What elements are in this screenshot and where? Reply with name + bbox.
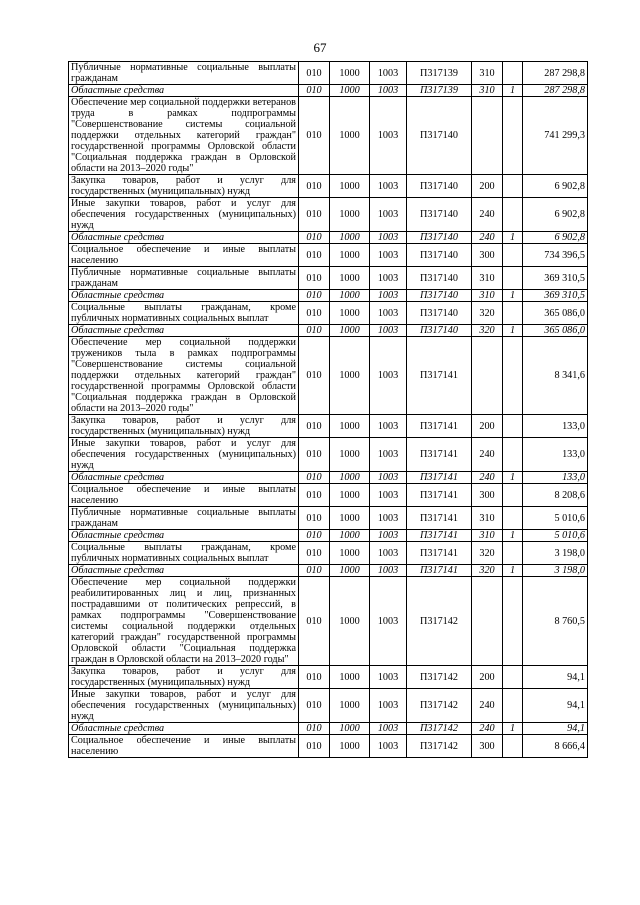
section-code: 1000	[330, 244, 370, 267]
amount: 5 010,6	[523, 507, 588, 530]
expense-type-code	[472, 337, 503, 415]
target-article-code: П317142	[407, 689, 472, 723]
funding-source-code: 1	[503, 723, 523, 735]
subsection-code: 1003	[370, 723, 407, 735]
ved-code: 010	[299, 290, 330, 302]
ved-code: 010	[299, 735, 330, 758]
funding-source-code	[503, 507, 523, 530]
target-article-code: П317142	[407, 666, 472, 689]
row-name: Областные средства	[69, 232, 299, 244]
amount: 133,0	[523, 415, 588, 438]
funding-source-code	[503, 198, 523, 232]
subsection-code: 1003	[370, 232, 407, 244]
subsection-code: 1003	[370, 175, 407, 198]
row-name: Областные средства	[69, 325, 299, 337]
target-article-code: П317141	[407, 507, 472, 530]
subsection-code: 1003	[370, 577, 407, 666]
target-article-code: П317140	[407, 290, 472, 302]
ved-code: 010	[299, 325, 330, 337]
subsection-code: 1003	[370, 290, 407, 302]
ved-code: 010	[299, 62, 330, 85]
ved-code: 010	[299, 175, 330, 198]
expense-type-code: 300	[472, 244, 503, 267]
amount: 94,1	[523, 689, 588, 723]
expense-type-code: 310	[472, 62, 503, 85]
ved-code: 010	[299, 472, 330, 484]
amount: 287 298,8	[523, 85, 588, 97]
amount: 5 010,6	[523, 530, 588, 542]
expense-type-code: 320	[472, 565, 503, 577]
row-name: Иные закупки товаров, работ и услуг для обеспечения государственных (муниципальных) нужд	[69, 689, 299, 723]
expense-type-code	[472, 577, 503, 666]
row-name: Обеспечение мер социальной поддержки тружеников тыла в рамках подпрограммы "Совершенствование системы социальной поддержки отдельных категорий граждан" государственной программы Орловской области "Социальная поддержка граждан в Орловской области на 2013–2020 годы"	[69, 337, 299, 415]
funding-source-code	[503, 175, 523, 198]
subsection-code: 1003	[370, 666, 407, 689]
amount: 741 299,3	[523, 97, 588, 175]
table-row	[69, 689, 588, 723]
funding-source-code	[503, 577, 523, 666]
subsection-code: 1003	[370, 337, 407, 415]
subsection-code: 1003	[370, 472, 407, 484]
funding-source-code: 1	[503, 530, 523, 542]
section-code: 1000	[330, 484, 370, 507]
section-code: 1000	[330, 666, 370, 689]
funding-source-code: 1	[503, 232, 523, 244]
expense-type-code: 300	[472, 735, 503, 758]
section-code: 1000	[330, 337, 370, 415]
table-row	[69, 735, 588, 758]
subsection-code: 1003	[370, 484, 407, 507]
subsection-code: 1003	[370, 507, 407, 530]
table-body	[69, 62, 588, 758]
ved-code: 010	[299, 484, 330, 507]
ved-code: 010	[299, 232, 330, 244]
regional-funds-row	[69, 290, 588, 302]
target-article-code: П317140	[407, 325, 472, 337]
subsection-code: 1003	[370, 530, 407, 542]
section-code: 1000	[330, 438, 370, 472]
target-article-code: П317141	[407, 415, 472, 438]
ved-code: 010	[299, 415, 330, 438]
section-code: 1000	[330, 415, 370, 438]
expense-type-code: 310	[472, 267, 503, 290]
row-name: Областные средства	[69, 565, 299, 577]
row-name: Закупка товаров, работ и услуг для государственных (муниципальных) нужд	[69, 666, 299, 689]
target-article-code: П317139	[407, 85, 472, 97]
expense-type-code: 310	[472, 85, 503, 97]
ved-code: 010	[299, 723, 330, 735]
table-row	[69, 507, 588, 530]
funding-source-code	[503, 62, 523, 85]
regional-funds-row	[69, 723, 588, 735]
row-name: Социальное обеспечение и иные выплаты населению	[69, 484, 299, 507]
amount: 6 902,8	[523, 175, 588, 198]
target-article-code: П317140	[407, 302, 472, 325]
target-article-code: П317142	[407, 577, 472, 666]
section-code: 1000	[330, 565, 370, 577]
funding-source-code	[503, 337, 523, 415]
row-name: Публичные нормативные социальные выплаты гражданам	[69, 267, 299, 290]
table-row	[69, 244, 588, 267]
subsection-code: 1003	[370, 415, 407, 438]
expense-type-code: 240	[472, 232, 503, 244]
ved-code: 010	[299, 530, 330, 542]
ved-code: 010	[299, 337, 330, 415]
expense-type-code: 200	[472, 415, 503, 438]
ved-code: 010	[299, 302, 330, 325]
ved-code: 010	[299, 565, 330, 577]
funding-source-code	[503, 302, 523, 325]
table-row	[69, 302, 588, 325]
target-article-code: П317141	[407, 542, 472, 565]
section-code: 1000	[330, 577, 370, 666]
section-code: 1000	[330, 62, 370, 85]
section-code: 1000	[330, 723, 370, 735]
funding-source-code: 1	[503, 565, 523, 577]
row-name: Социальные выплаты гражданам, кроме публичных нормативных социальных выплат	[69, 302, 299, 325]
target-article-code: П317140	[407, 175, 472, 198]
row-name: Областные средства	[69, 472, 299, 484]
target-article-code: П317141	[407, 484, 472, 507]
expense-type-code: 320	[472, 542, 503, 565]
expense-type-code	[472, 97, 503, 175]
ved-code: 010	[299, 438, 330, 472]
row-name: Иные закупки товаров, работ и услуг для обеспечения государственных (муниципальных) нужд	[69, 438, 299, 472]
ved-code: 010	[299, 198, 330, 232]
funding-source-code: 1	[503, 85, 523, 97]
target-article-code: П317140	[407, 267, 472, 290]
amount: 133,0	[523, 472, 588, 484]
row-name: Обеспечение мер социальной поддержки ветеранов труда в рамках подпрограммы "Совершенствование системы социальной поддержки отдельных категорий граждан" государственной программы Орловской области "Социальная поддержка граждан в Орловской области на 2013–2020 годы"	[69, 97, 299, 175]
section-code: 1000	[330, 507, 370, 530]
target-article-code: П317140	[407, 244, 472, 267]
amount: 8 341,6	[523, 337, 588, 415]
expense-type-code: 240	[472, 438, 503, 472]
section-code: 1000	[330, 97, 370, 175]
amount: 94,1	[523, 723, 588, 735]
regional-funds-row	[69, 325, 588, 337]
amount: 734 396,5	[523, 244, 588, 267]
ved-code: 010	[299, 577, 330, 666]
expense-type-code: 310	[472, 507, 503, 530]
section-code: 1000	[330, 302, 370, 325]
table-row	[69, 484, 588, 507]
expense-type-code: 240	[472, 723, 503, 735]
table-row	[69, 415, 588, 438]
row-name: Закупка товаров, работ и услуг для государственных (муниципальных) нужд	[69, 415, 299, 438]
subsection-code: 1003	[370, 325, 407, 337]
ved-code: 010	[299, 507, 330, 530]
funding-source-code	[503, 267, 523, 290]
section-code: 1000	[330, 472, 370, 484]
row-name: Социальное обеспечение и иные выплаты населению	[69, 735, 299, 758]
table-row	[69, 97, 588, 175]
ved-code: 010	[299, 267, 330, 290]
table-row	[69, 175, 588, 198]
subsection-code: 1003	[370, 735, 407, 758]
table-row	[69, 542, 588, 565]
target-article-code: П317141	[407, 530, 472, 542]
ved-code: 010	[299, 244, 330, 267]
row-name: Социальное обеспечение и иные выплаты населению	[69, 244, 299, 267]
amount: 365 086,0	[523, 302, 588, 325]
target-article-code: П317141	[407, 337, 472, 415]
subsection-code: 1003	[370, 198, 407, 232]
target-article-code: П317141	[407, 565, 472, 577]
funding-source-code	[503, 244, 523, 267]
page-number: 67	[313, 40, 327, 55]
funding-source-code	[503, 666, 523, 689]
subsection-code: 1003	[370, 267, 407, 290]
section-code: 1000	[330, 542, 370, 565]
target-article-code: П317139	[407, 62, 472, 85]
section-code: 1000	[330, 267, 370, 290]
subsection-code: 1003	[370, 438, 407, 472]
subsection-code: 1003	[370, 689, 407, 723]
subsection-code: 1003	[370, 302, 407, 325]
funding-source-code	[503, 689, 523, 723]
section-code: 1000	[330, 175, 370, 198]
amount: 369 310,5	[523, 267, 588, 290]
row-name: Областные средства	[69, 85, 299, 97]
row-name: Социальные выплаты гражданам, кроме публичных нормативных социальных выплат	[69, 542, 299, 565]
regional-funds-row	[69, 472, 588, 484]
row-name: Публичные нормативные социальные выплаты гражданам	[69, 62, 299, 85]
expense-type-code: 240	[472, 689, 503, 723]
regional-funds-row	[69, 85, 588, 97]
funding-source-code	[503, 438, 523, 472]
table-row	[69, 666, 588, 689]
expense-type-code: 320	[472, 302, 503, 325]
row-name: Закупка товаров, работ и услуг для государственных (муниципальных) нужд	[69, 175, 299, 198]
subsection-code: 1003	[370, 244, 407, 267]
section-code: 1000	[330, 325, 370, 337]
funding-source-code	[503, 97, 523, 175]
amount: 6 902,8	[523, 198, 588, 232]
target-article-code: П317140	[407, 232, 472, 244]
ved-code: 010	[299, 85, 330, 97]
section-code: 1000	[330, 735, 370, 758]
amount: 365 086,0	[523, 325, 588, 337]
row-name: Иные закупки товаров, работ и услуг для обеспечения государственных (муниципальных) нужд	[69, 198, 299, 232]
amount: 3 198,0	[523, 542, 588, 565]
funding-source-code	[503, 542, 523, 565]
funding-source-code: 1	[503, 325, 523, 337]
expense-type-code: 200	[472, 175, 503, 198]
subsection-code: 1003	[370, 97, 407, 175]
target-article-code: П317142	[407, 723, 472, 735]
funding-source-code: 1	[503, 290, 523, 302]
row-name: Областные средства	[69, 723, 299, 735]
funding-source-code: 1	[503, 472, 523, 484]
table-row	[69, 337, 588, 415]
expense-type-code: 310	[472, 290, 503, 302]
ved-code: 010	[299, 97, 330, 175]
table-row	[69, 198, 588, 232]
table-row	[69, 577, 588, 666]
expense-type-code: 300	[472, 484, 503, 507]
expense-type-code: 310	[472, 530, 503, 542]
section-code: 1000	[330, 85, 370, 97]
section-code: 1000	[330, 198, 370, 232]
row-name: Обеспечение мер социальной поддержки реабилитированных лиц и лиц, признанных пострадавшими от политических репрессий, в рамках подпрограммы "Совершенствование системы социальной поддержки отдельных категорий граждан" государственной программы Орловской области "Социальная поддержка граждан в Орловской области на 2013–2020 годы"	[69, 577, 299, 666]
table-row	[69, 267, 588, 290]
table-row	[69, 438, 588, 472]
amount: 287 298,8	[523, 62, 588, 85]
funding-source-code	[503, 415, 523, 438]
amount: 94,1	[523, 666, 588, 689]
target-article-code: П317141	[407, 438, 472, 472]
target-article-code: П317140	[407, 97, 472, 175]
expense-type-code: 200	[472, 666, 503, 689]
section-code: 1000	[330, 530, 370, 542]
subsection-code: 1003	[370, 85, 407, 97]
regional-funds-row	[69, 565, 588, 577]
regional-funds-row	[69, 232, 588, 244]
amount: 6 902,8	[523, 232, 588, 244]
expense-type-code: 240	[472, 198, 503, 232]
ved-code: 010	[299, 666, 330, 689]
section-code: 1000	[330, 290, 370, 302]
row-name: Областные средства	[69, 290, 299, 302]
row-name: Публичные нормативные социальные выплаты гражданам	[69, 507, 299, 530]
amount: 8 208,6	[523, 484, 588, 507]
section-code: 1000	[330, 689, 370, 723]
target-article-code: П317141	[407, 472, 472, 484]
regional-funds-row	[69, 530, 588, 542]
expense-type-code: 240	[472, 472, 503, 484]
amount: 8 666,4	[523, 735, 588, 758]
ved-code: 010	[299, 689, 330, 723]
subsection-code: 1003	[370, 565, 407, 577]
expense-type-code: 320	[472, 325, 503, 337]
funding-source-code	[503, 735, 523, 758]
amount: 8 760,5	[523, 577, 588, 666]
target-article-code: П317142	[407, 735, 472, 758]
ved-code: 010	[299, 542, 330, 565]
amount: 3 198,0	[523, 565, 588, 577]
funding-source-code	[503, 484, 523, 507]
amount: 369 310,5	[523, 290, 588, 302]
subsection-code: 1003	[370, 62, 407, 85]
subsection-code: 1003	[370, 542, 407, 565]
amount: 133,0	[523, 438, 588, 472]
section-code: 1000	[330, 232, 370, 244]
table-row	[69, 62, 588, 85]
target-article-code: П317140	[407, 198, 472, 232]
row-name: Областные средства	[69, 530, 299, 542]
budget-table	[68, 61, 588, 758]
